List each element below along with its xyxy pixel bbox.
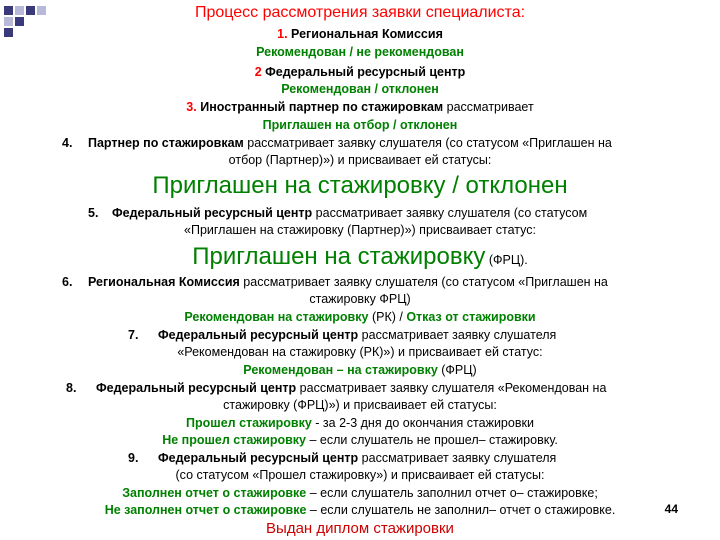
step-7-line: 7. [128,328,139,342]
step-5-text-b: «Приглашен на стажировку (Партнер)») присваивает статус: [184,223,536,237]
step-1-line: 1. Региональная Комиссия [277,27,443,41]
step-8-status-failed: Не прошел стажировку – если слушатель не прошел– стажировку. [162,433,558,447]
step-7-text-b: «Рекомендован на стажировку (РК)») и присваивает ей статус: [177,345,543,359]
step-8-text: Федеральный ресурсный центр рассматривает заявку слушателя «Рекомендован на [96,381,607,395]
step-3-status: Приглашен на отбор / отклонен [262,118,458,132]
step-3-line: 3. Иностранный партнер по стажировкам рассматривает [186,100,534,114]
step-7-status: Рекомендован – на стажировку (ФРЦ) [243,363,477,377]
step-4-text-b: отбор (Партнер)») и присваивает ей статусы: [228,153,492,167]
step-4-line: 4. [62,136,73,150]
step-6-status: Рекомендован на стажировку (РК) / Отказ от стажировки [184,310,536,324]
step-5-line: 5. [88,206,99,220]
step-6-line: 6. [62,275,73,289]
step-6-text: Региональная Комиссия рассматривает заявку слушателя (со статусом «Приглашен на [88,275,608,289]
step-4-text: Партнер по стажировкам рассматривает заявку слушателя (со статусом «Приглашен на [88,136,612,150]
status-invited-frc: Приглашен на стажировку (ФРЦ). [192,243,528,270]
step-7-text: Федеральный ресурсный центр рассматривает заявку слушателя [158,328,557,342]
page-number: 44 [664,502,678,516]
step-9-text-b: (со статусом «Прошел стажировку») и присваивает ей статусы: [175,468,545,482]
step-9-line: 9. [128,451,139,465]
step-1-status: Рекомендован / не рекомендован [256,45,464,59]
slide-title: Процесс рассмотрения заявки специалиста: [194,4,526,21]
step-6-text-b: стажировку ФРЦ) [309,292,411,306]
step-8-line: 8. [66,381,77,395]
step-9-text: Федеральный ресурсный центр рассматривает заявку слушателя [158,451,557,465]
step-5-text: Федеральный ресурсный центр рассматривает заявку слушателя (со статусом [112,206,588,220]
step-8-text-b: стажировку (ФРЦ)») и присваивает ей статусы: [223,398,497,412]
final-status: Выдан диплом стажировки [266,520,454,537]
step-2-status: Рекомендован / отклонен [281,82,439,96]
step-8-status-passed: Прошел стажировку - за 2-3 дня до окончания стажировки [186,416,534,430]
status-invited-rejected: Приглашен на стажировку / отклонен [152,172,568,199]
step-9-status-not-filled: Не заполнен отчет о стажировке – если слушатель не заполнил– отчет о стажировке. [104,503,616,517]
step-9-status-filled: Заполнен отчет о стажировке – если слушатель заполнил отчет о– стажировке; [122,486,598,500]
step-2-line: 2 Федеральный ресурсный центр [254,65,466,79]
